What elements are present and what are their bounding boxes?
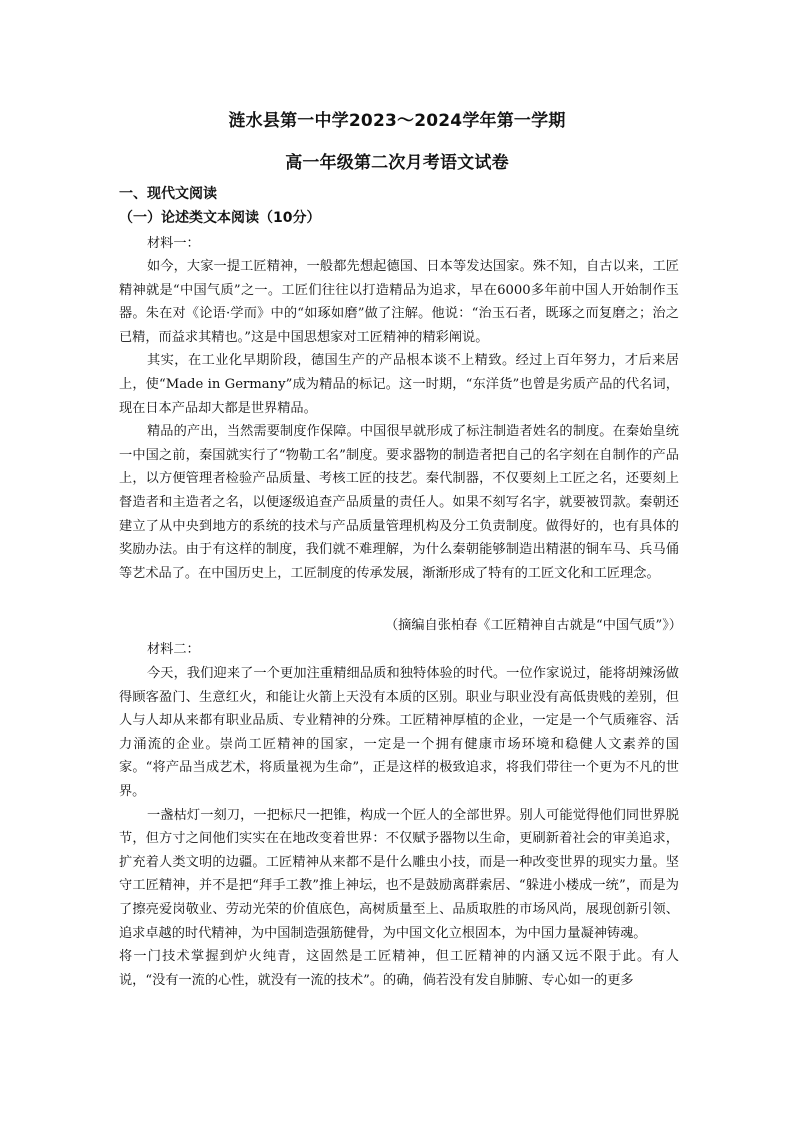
material-one-paragraph: 如今，大家一提工匠精神，一般都先想起德国、日本等发达国家。殊不知，自古以来，工匠精神就是“中国气质”之一。工匠们往往以打造精品为追求，早在6000多年前中国人开始制作玉器。朱在对《论语·学而》中的“如琢如磨”做了注解。他说：“治玉石者，既琢之而复磨之；治之已精，而益求其精也。”这是中国思想家对工匠精神的精彩阐说。 xyxy=(119,259,679,345)
material-two-paragraph: 今天，我们迎来了一个更加注重精细品质和独特体验的时代。一位作家说过，能将胡辣汤做得顾客盈门、生意红火，和能让火箭上天没有本质的区别。职业与职业没有高低贵贱的差别，但人与人却从来都有职业品质、专业精神的分殊。工匠精神厚植的企业，一定是一个气质雍容、活力涌流的企业。崇尚工匠精神的国家，一定是一个拥有健康市场环境和稳健人文素养的国家。“将产品当成艺术，将质量视为生命”，正是这样的极致追求，将我们带往一个更为不凡的世界。 xyxy=(119,666,679,799)
exam-paper-title: 高一年级第二次月考语文试卷 xyxy=(285,153,509,173)
material-one-source: （摘编自张柏春《工匠精神自古就是“中国气质”》） xyxy=(384,618,682,633)
material-two-paragraph: 将一门技术掌握到炉火纯青，这固然是工匠精神，但工匠精神的内涵又远不限于此。有人说，“没有一流的心性，就没有一流的技术”。的确，倘若没有发自肺腑、专心如一的更多 xyxy=(119,949,679,988)
material-one-body xyxy=(119,255,679,585)
section-heading: 一、现代文阅读 xyxy=(119,186,217,202)
material-two-body xyxy=(119,662,679,992)
material-one-paragraph: 精品的产出，当然需要制度作保障。中国很早就形成了标注制造者姓名的制度。在秦始皇统一中国之前，秦国就实行了“物勒工名”制度。要求器物的制造者把自己的名字刻在自制作的产品上，以方便管理者检验产品质量、考核工匠的技艺。秦代制器，不仅要刻上工匠之名，还要刻上督造者和主造者之名，以便逐级追查产品质量的责任人。如果不刻写名字，就要被罚款。秦朝还建立了从中央到地方的系统的技术与产品质量管理机构及分工负责制度。做得好的，也有具体的奖励办法。由于有这样的制度，我们就不难理解，为什么秦朝能够制造出精湛的铜车马、兵马俑等艺术品了。在中国历史上，工匠制度的传承发展，渐渐形成了特有的工匠文化和工匠理念。 xyxy=(119,424,679,581)
material-two-label: 材料二： xyxy=(147,642,200,657)
material-one-paragraph: 其实，在工业化早期阶段，德国生产的产品根本谈不上精致。经过上百年努力，才后来居上，使“Made in Germany”成为精品的标记。这一时期，“东洋货”也曾是劣质产品的代名词，现在日本产品却大都是世界精品。 xyxy=(119,353,679,416)
exam-school-title: 涟水县第一中学2023～2024学年第一学期 xyxy=(228,111,566,131)
section-subheading: （一）论述类文本阅读（10分） xyxy=(119,210,321,226)
material-one-label: 材料一： xyxy=(147,236,200,251)
material-two-paragraph: 一盏枯灯一刻刀，一把标尺一把锥，构成一个匠人的全部世界。别人可能觉得他们同世界脱节，但方寸之间他们实实在在地改变着世界：不仅赋予器物以生命，更刷新着社会的审美追求，扩充着人类文明的边疆。工匠精神从来都不是什么雕虫小技，而是一种改变世界的现实力量。坚守工匠精神，并不是把“拜手工教”推上神坛，也不是鼓励离群索居、“躲进小楼成一统”，而是为了擦亮爱岗敬业、劳动光荣的价值底色，高树质量至上、品质取胜的市场风尚，展现创新引领、追求卓越的时代精神，为中国制造强筋健骨，为中国文化立根固本，为中国力量凝神铸魂。 xyxy=(119,807,679,941)
